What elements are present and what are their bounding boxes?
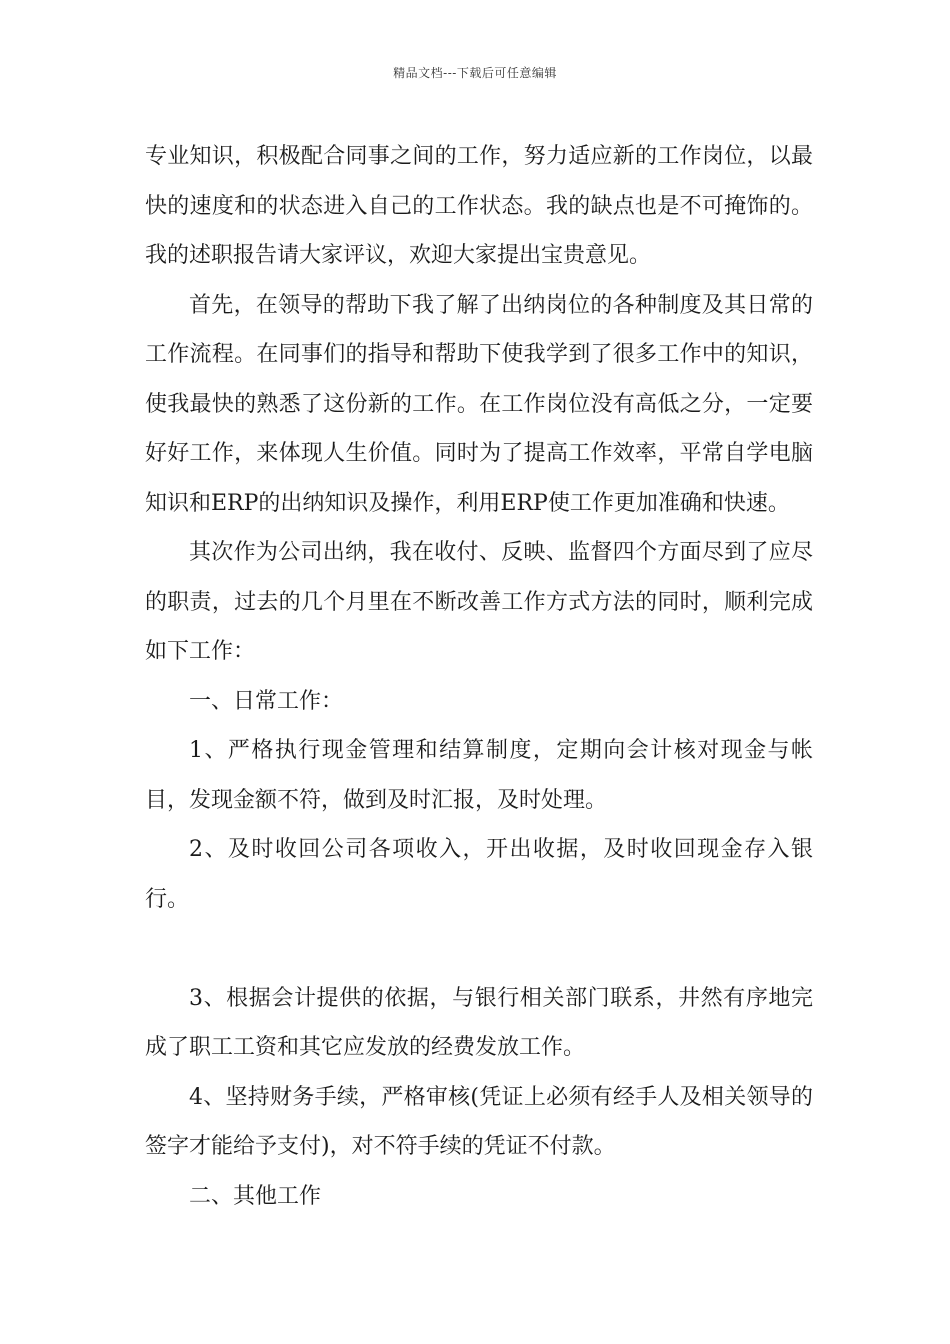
section-heading-daily-work: 一、日常工作： — [189, 688, 344, 714]
section-heading-other-work: 二、其他工作 — [189, 1183, 322, 1209]
page-header: 精品文档---下载后可任意编辑 — [393, 66, 557, 80]
paragraph-intro-continuation: 专业知识，积极配合同事之间的工作，努力适应新的工作岗位，以最快的速度和的状态进入自己的工作状态。我的缺点也是不可掩饰的。我的述职报告请大家评议，欢迎大家提出宝贵意见。 — [145, 144, 813, 268]
paragraph-second: 其次作为公司出纳，我在收付、反映、监督四个方面尽到了应尽的职责，过去的几个月里在不断改善工作方式方法的同时，顺利完成如下工作： — [145, 540, 813, 664]
list-item-3: 3、根据会计提供的依据，与银行相关部门联系，井然有序地完成了职工工资和其它应发放的经费发放工作。 — [145, 985, 813, 1060]
list-item-4: 4、坚持财务手续，严格审核(凭证上必须有经手人及相关领导的签字才能给予支付)，对不符手续的凭证不付款。 — [145, 1084, 813, 1159]
paragraph-first: 首先，在领导的帮助下我了解了出纳岗位的各种制度及其日常的工作流程。在同事们的指导和帮助下使我学到了很多工作中的知识，使我最快的熟悉了这份新的工作。在工作岗位没有高低之分，一定要好好工作，来体现人生价值。同时为了提高工作效率，平常自学电脑知识和ERP的出纳知识及操作，利用ERP使工作更加准确和快速。 — [145, 292, 813, 516]
list-item-1: 1、严格执行现金管理和结算制度，定期向会计核对现金与帐目，发现金额不符，做到及时汇报，及时处理。 — [145, 738, 813, 813]
document-body — [145, 132, 813, 1221]
list-item-2: 2、及时收回公司各项收入，开出收据，及时收回现金存入银行。 — [145, 837, 813, 912]
